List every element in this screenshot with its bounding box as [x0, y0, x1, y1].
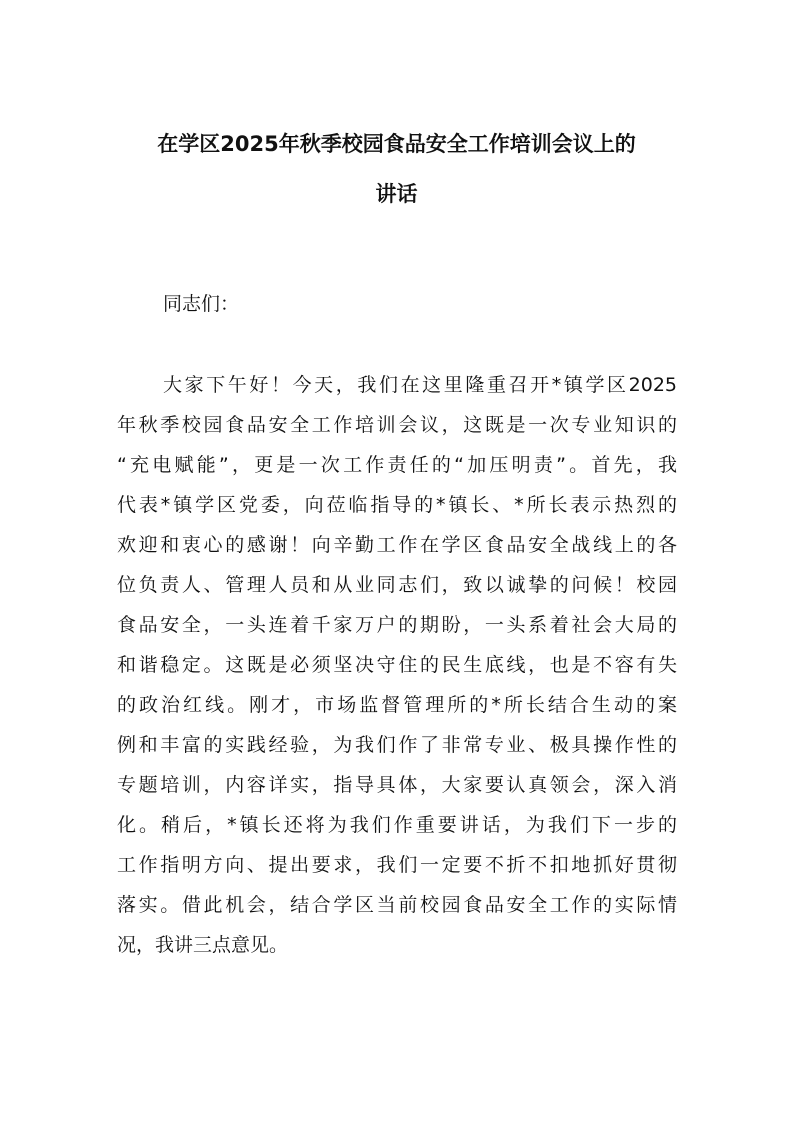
- document-title-line-2: 讲话: [375, 182, 418, 206]
- paragraph-line: 工作指明方向、提出要求，我们一定要不折不扣地抓好贯彻: [117, 854, 677, 876]
- salutation: 同志们：: [163, 293, 240, 315]
- paragraph-line: 落实。借此机会，结合学区当前校园食品安全工作的实际情: [117, 894, 677, 916]
- paragraph-line: 例和丰富的实践经验，为我们作了非常专业、极具操作性的: [117, 734, 677, 756]
- paragraph-line: 和谐稳定。这既是必须坚决守住的民生底线，也是不容有失: [117, 654, 677, 676]
- paragraph-line: 专题培训，内容详实，指导具体，大家要认真领会，深入消: [117, 774, 677, 796]
- paragraph-line: “充电赋能”，更是一次工作责任的“加压明责”。首先，我: [117, 454, 677, 476]
- paragraph-line: 年秋季校园食品安全工作培训会议，这既是一次专业知识的: [117, 414, 677, 436]
- paragraph-line: 大家下午好！今天，我们在这里隆重召开*镇学区2025: [163, 374, 677, 396]
- paragraph-line: 食品安全，一头连着千家万户的期盼，一头系着社会大局的: [117, 614, 677, 636]
- paragraph-line: 代表*镇学区党委，向莅临指导的*镇长、*所长表示热烈的: [117, 494, 677, 516]
- paragraph-line: 化。稍后，*镇长还将为我们作重要讲话，为我们下一步的: [117, 814, 677, 836]
- document-title-line-1: 在学区2025年秋季校园食品安全工作培训会议上的: [157, 132, 636, 156]
- paragraph-line: 的政治红线。刚才，市场监督管理所的*所长结合生动的案: [117, 694, 677, 716]
- paragraph-line: 位负责人、管理人员和从业同志们，致以诚挚的问候！校园: [117, 574, 677, 596]
- paragraph-line: 况，我讲三点意见。: [117, 934, 289, 956]
- paragraph-line: 欢迎和衷心的感谢！向辛勤工作在学区食品安全战线上的各: [117, 534, 677, 556]
